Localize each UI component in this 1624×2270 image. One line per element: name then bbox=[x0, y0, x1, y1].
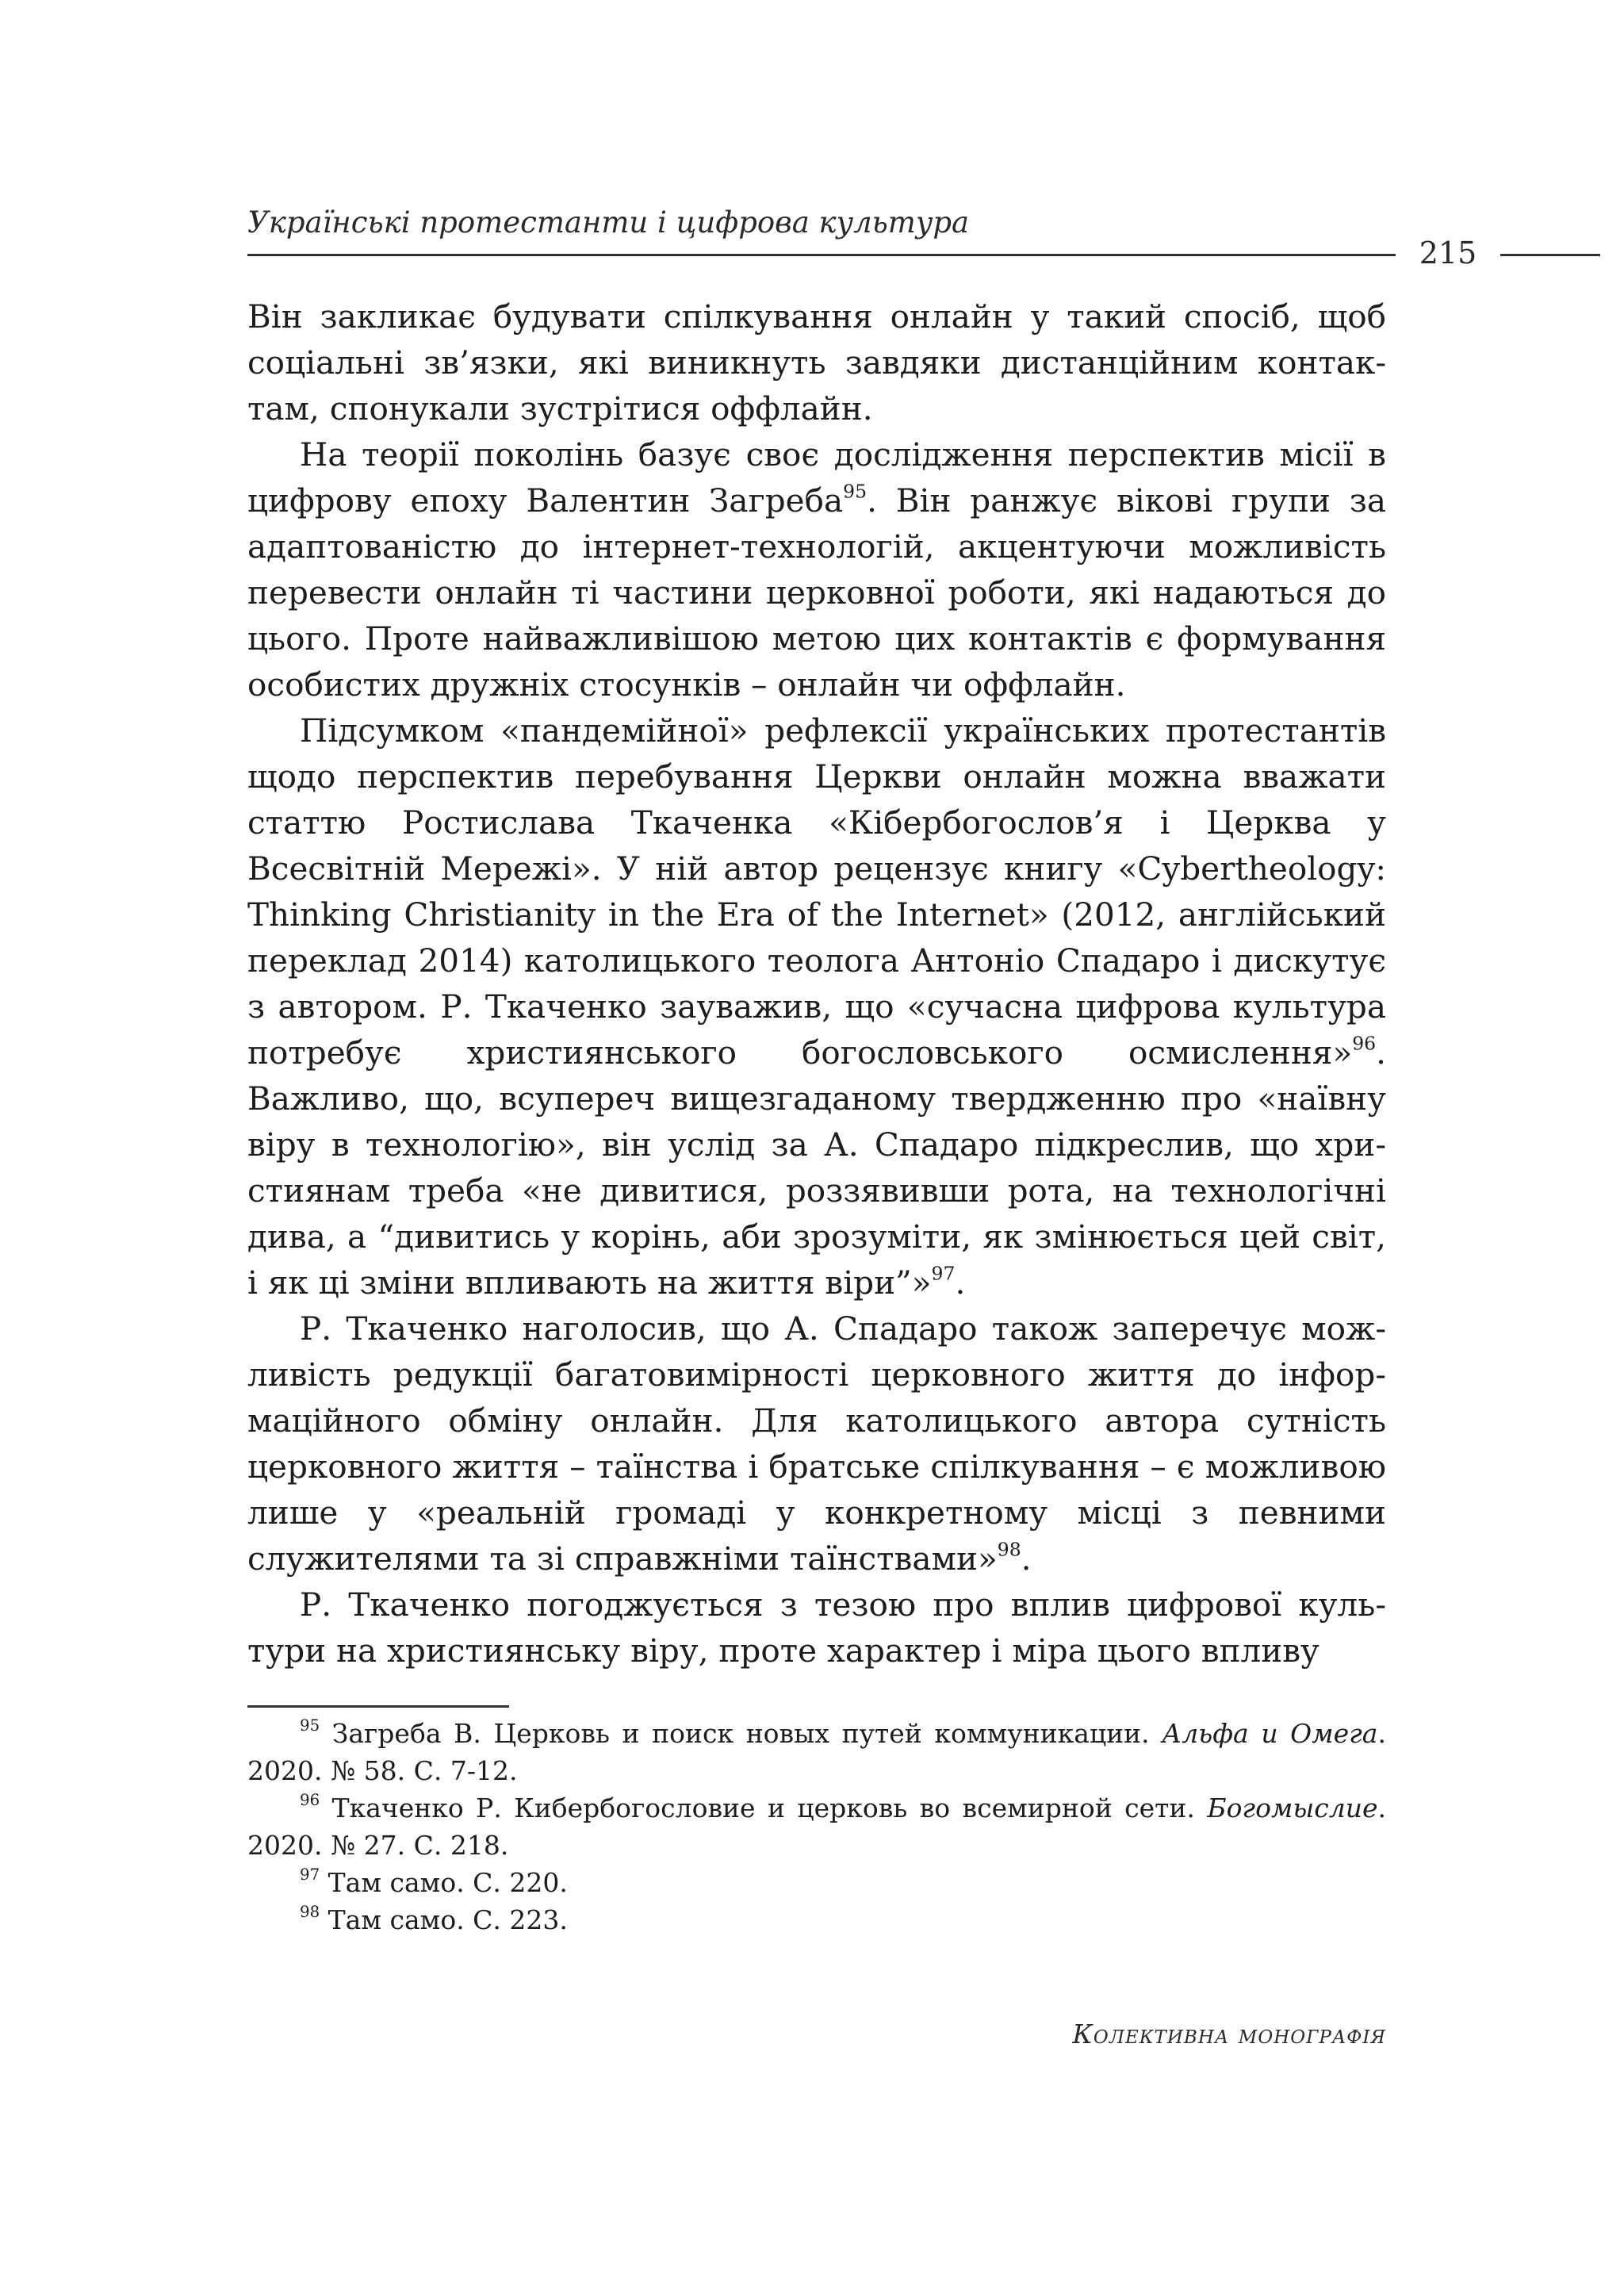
paragraph-2 bbox=[247, 431, 1386, 707]
footer-title: Колективна монографія bbox=[1072, 2019, 1386, 2050]
footnote-details: . 2020. № 27. С. 218. bbox=[247, 1793, 1386, 1861]
footnote-text: Там само. С. 223. bbox=[320, 1904, 568, 1935]
footnote-96 bbox=[247, 1789, 1386, 1864]
main-text bbox=[247, 293, 1386, 1674]
header-rule bbox=[247, 254, 1396, 256]
paragraph-5 bbox=[247, 1582, 1386, 1674]
paragraph-text: . Він ранжує вікові групи за адаптованістю до інтернет-технологій, акцентуючи можливість перевести онлайн ті частини церковної роботи, які надаються до цього. Проте найважливішою метою цих контактів є формування особистих дружніх стосунків – онлайн чи оффлайн. bbox=[247, 481, 1386, 704]
footnote-text: Ткаченко Р. Кибербогословие и церковь во всемирной сети. bbox=[320, 1793, 1208, 1823]
footnote-number: 95 bbox=[300, 1716, 320, 1735]
footnote-source: Богомыслие bbox=[1207, 1793, 1378, 1823]
page-number: 215 bbox=[1419, 236, 1477, 270]
paragraph-text: Р. Ткаченко погоджується з тезою про вплив цифрової культури на християнську віру, проте характер і міра цього впливу bbox=[247, 1586, 1386, 1670]
paragraph-text: На теорії поколінь базує своє дослідження перспектив місії в цифрову епоху Валентин Загреба bbox=[247, 435, 1386, 520]
footnote-text: Загреба В. Церковь и поиск новых путей коммуникации. bbox=[320, 1718, 1162, 1749]
footnote-source: Альфа и Омега bbox=[1162, 1718, 1378, 1749]
footnote-separator bbox=[247, 1705, 509, 1708]
paragraph-text: Р. Ткаченко наголосив, що А. Спадаро також заперечує можливість редукції багатовимірності церковного життя до інформаційного обміну онлайн. Для католицького автора сутність церковного життя – таїнства і братське спілкування – є можливою лише у «реальній громаді у конкретному місці з певними служителями та зі справжніми таїнствами» bbox=[247, 1309, 1386, 1578]
paragraph-4 bbox=[247, 1306, 1386, 1582]
paragraph-text: Він закликає будувати спілкування онлайн у такий спосіб, щоб соціальні зв’язки, які виникнуть завдяки дистанційним контактам, спонукали зустрітися оффлайн. bbox=[247, 297, 1386, 428]
footnote-ref-95[interactable]: 95 bbox=[843, 480, 868, 503]
footnote-ref-96[interactable]: 96 bbox=[1352, 1032, 1377, 1055]
footnote-details: . 2020. № 58. С. 7-12. bbox=[247, 1718, 1386, 1786]
footnote-ref-98[interactable]: 98 bbox=[997, 1538, 1021, 1561]
footnote-number: 98 bbox=[300, 1903, 320, 1922]
footnote-number: 96 bbox=[300, 1791, 320, 1810]
footnotes bbox=[247, 1715, 1386, 1938]
paragraph-1 bbox=[247, 293, 1386, 431]
paragraph-text: Підсумком «пандемійної» рефлексії українських протестантів щодо перспектив перебування Церкви онлайн можна вважати статтю Ростислава Ткаченка «Кібербогослов’я і Церква у Всесвітній Мережі». У ній автор рецензує книгу «Cybertheology: Thinking Christianity in the Era of the Internet» (2012, англійський переклад 2014) католицького теолога Антоніо Спадаро і дискутує з автором. Р. Ткаченко зауважив, що «сучасна цифрова культура потребує християнського богословського осмислення» bbox=[247, 711, 1386, 1072]
paragraph-text: . Важливо, що, всупереч вищезгаданому твердженню про «наївну віру в технологію», він услід за А. Спадаро підкреслив, що християнам треба «не дивитися, роззявивши рота, на технологічні дива, а “дивитись у корінь, аби зрозуміти, як змінюється цей світ, і як ці зміни впливають на життя віри”» bbox=[247, 1033, 1386, 1302]
footnote-97 bbox=[247, 1864, 1386, 1901]
footnote-number: 97 bbox=[300, 1865, 320, 1885]
paragraph-text: . bbox=[955, 1263, 966, 1302]
footnote-ref-97[interactable]: 97 bbox=[931, 1262, 956, 1285]
header-rule-right bbox=[1500, 254, 1600, 256]
footnote-text: Там само. С. 220. bbox=[320, 1867, 568, 1898]
running-title: Українські протестанти і цифрова культура bbox=[247, 205, 970, 240]
paragraph-text: . bbox=[1021, 1540, 1032, 1578]
footnote-98 bbox=[247, 1901, 1386, 1938]
footnote-95 bbox=[247, 1715, 1386, 1789]
paragraph-3 bbox=[247, 707, 1386, 1306]
